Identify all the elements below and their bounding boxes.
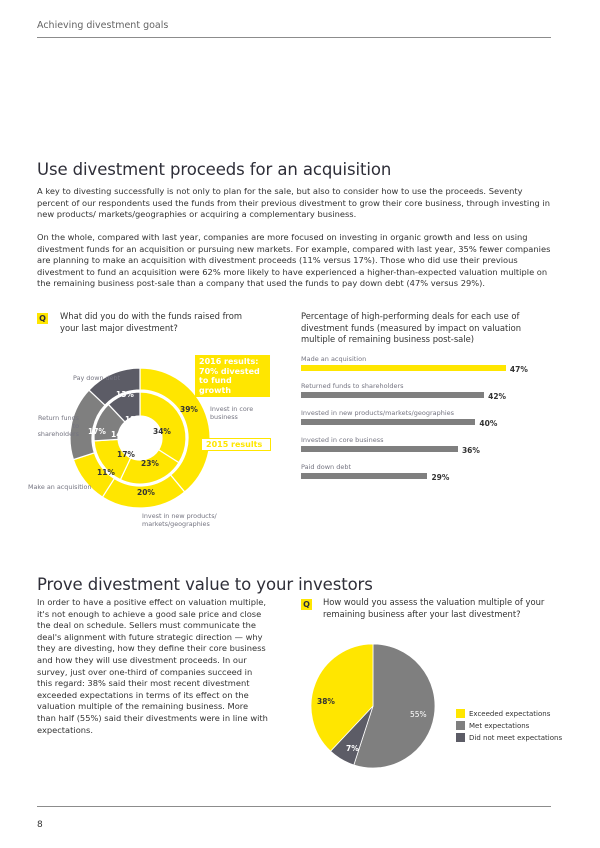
running-header: Achieving divestment goals xyxy=(37,20,169,31)
bar xyxy=(301,392,484,398)
outer-return-funds-value: 17% xyxy=(88,427,106,436)
bar xyxy=(301,419,475,425)
footer-divider xyxy=(37,806,551,807)
callout-2015-results: 2015 results xyxy=(201,438,271,451)
legend-label-did-not-meet: Did not meet expectations xyxy=(469,733,563,742)
inner-return-funds-value: 14% xyxy=(111,430,129,439)
bar-category-label: Made an acquisition xyxy=(301,355,367,363)
label-return-funds: Return funds to shareholders xyxy=(37,414,79,438)
question-3-text: How would you assess the valuation multiple of your remaining business after your last divestment? xyxy=(323,597,545,619)
inner-invest-new-value: 23% xyxy=(141,459,159,468)
bar xyxy=(301,365,506,371)
legend-label-exceeded: Exceeded expectations xyxy=(469,709,551,718)
pie-exceeded-value: 38% xyxy=(317,697,335,706)
bar-category-label: Invested in new products/markets/geographies xyxy=(301,409,455,417)
legend-label-met: Met expectations xyxy=(469,721,530,730)
high-performing-deals-bar-chart xyxy=(301,355,551,490)
callout-2016-line-2: 70% divested xyxy=(199,366,260,376)
question-badge-icon: Q xyxy=(37,313,48,324)
outer-acquisition-value: 11% xyxy=(97,468,115,477)
legend-item-did-not-meet xyxy=(456,733,562,742)
label-make-acquisition: Make an acquisition xyxy=(28,483,92,491)
inner-invest-core-value: 34% xyxy=(153,427,171,436)
section-heading-acquisition: Use divestment proceeds for an acquisition xyxy=(37,160,392,179)
bar xyxy=(301,446,458,452)
outer-invest-new-value: 20% xyxy=(137,488,155,497)
label-invest-core: Invest in core business xyxy=(210,405,254,421)
section-heading-investors: Prove divestment value to your investors xyxy=(37,575,373,594)
question-1-text: What did you do with the funds raised from your last major divestment? xyxy=(60,311,243,333)
section2-paragraph: In order to have a positive effect on valuation multiple, it's not enough to achieve a good sale price and close the deal on schedule. Sellers must communicate the deal's alignment with future strategic direction — why they are divesting, how they define their core business and how they will use divestment proceeds. In our survey, just over one-third of companies succeed in this regard: 38% said their most recent divestment exceeded expectations in terms of its effect on the valuation multiple of the remaining business. More than half (55%) said their divestments were in line with expectations. xyxy=(37,597,268,735)
bar-category-label: Returned funds to shareholders xyxy=(301,382,404,390)
bar-category-label: Paid down debt xyxy=(301,463,352,471)
label-invest-new: Invest in new products/ markets/geographies xyxy=(142,512,217,528)
bar-value-label: 29% xyxy=(431,473,450,482)
page-number: 8 xyxy=(37,820,43,830)
legend-swatch-met xyxy=(456,721,465,730)
bar-value-label: 42% xyxy=(488,392,507,401)
pie-did-not-meet-value: 7% xyxy=(346,744,359,753)
inner-acquisition-value: 17% xyxy=(117,450,135,459)
bar-value-label: 47% xyxy=(509,365,528,374)
question-badge-icon: Q xyxy=(301,599,312,610)
bar-value-label: 36% xyxy=(461,446,480,455)
callout-2016-line-1: 2016 results: xyxy=(199,357,259,366)
outer-invest-core-value: 39% xyxy=(180,405,198,414)
bar-value-label: 40% xyxy=(479,419,498,428)
callout-2016-results xyxy=(195,355,270,397)
callout-2016-line-3: to fund growth xyxy=(199,376,232,395)
pie-legend xyxy=(456,709,562,742)
pie-met-value: 55% xyxy=(410,710,427,719)
legend-swatch-did-not-meet xyxy=(456,733,465,742)
legend-item-exceeded xyxy=(456,709,562,718)
section1-paragraph-2: On the whole, compared with last year, companies are more focused on investing in organic growth and less on using divestment funds for an acquisition or pursuing new markets. For example, compared with last year, 35% fewer companies are planning to make an acquisition with divestment proceeds (11% versus 17%). Those who did use their previous divestment to fund an acquisition were 62% more likely to have experienced a higher-than-expected valuation multiple on the remaining business post-sale than a company that used the funds to pay down debt (47% versus 29%). xyxy=(37,232,551,289)
question-2-text: Percentage of high-performing deals for each use of divestment funds (measured by impact on valuation multiple of remaining business post-sale) xyxy=(301,311,522,345)
valuation-multiple-pie-chart xyxy=(310,643,436,769)
legend-item-met xyxy=(456,721,562,730)
outer-pay-down-debt-value: 13% xyxy=(116,390,134,399)
section1-paragraph-1: A key to divesting successfully is not only to plan for the sale, but also to consider how to use the proceeds. Seventy percent of our respondents used the funds from their previous divestment to grow their core business, through investing in new products/ markets/geographies or acquiring a complementary business. xyxy=(37,186,550,220)
inner-pay-down-debt-value: 12% xyxy=(125,415,143,424)
header-divider xyxy=(37,37,551,38)
label-pay-down-debt: Pay down debt xyxy=(73,374,121,382)
legend-swatch-exceeded xyxy=(456,709,465,718)
bar xyxy=(301,473,427,479)
bar-category-label: Invested in core business xyxy=(301,436,384,444)
